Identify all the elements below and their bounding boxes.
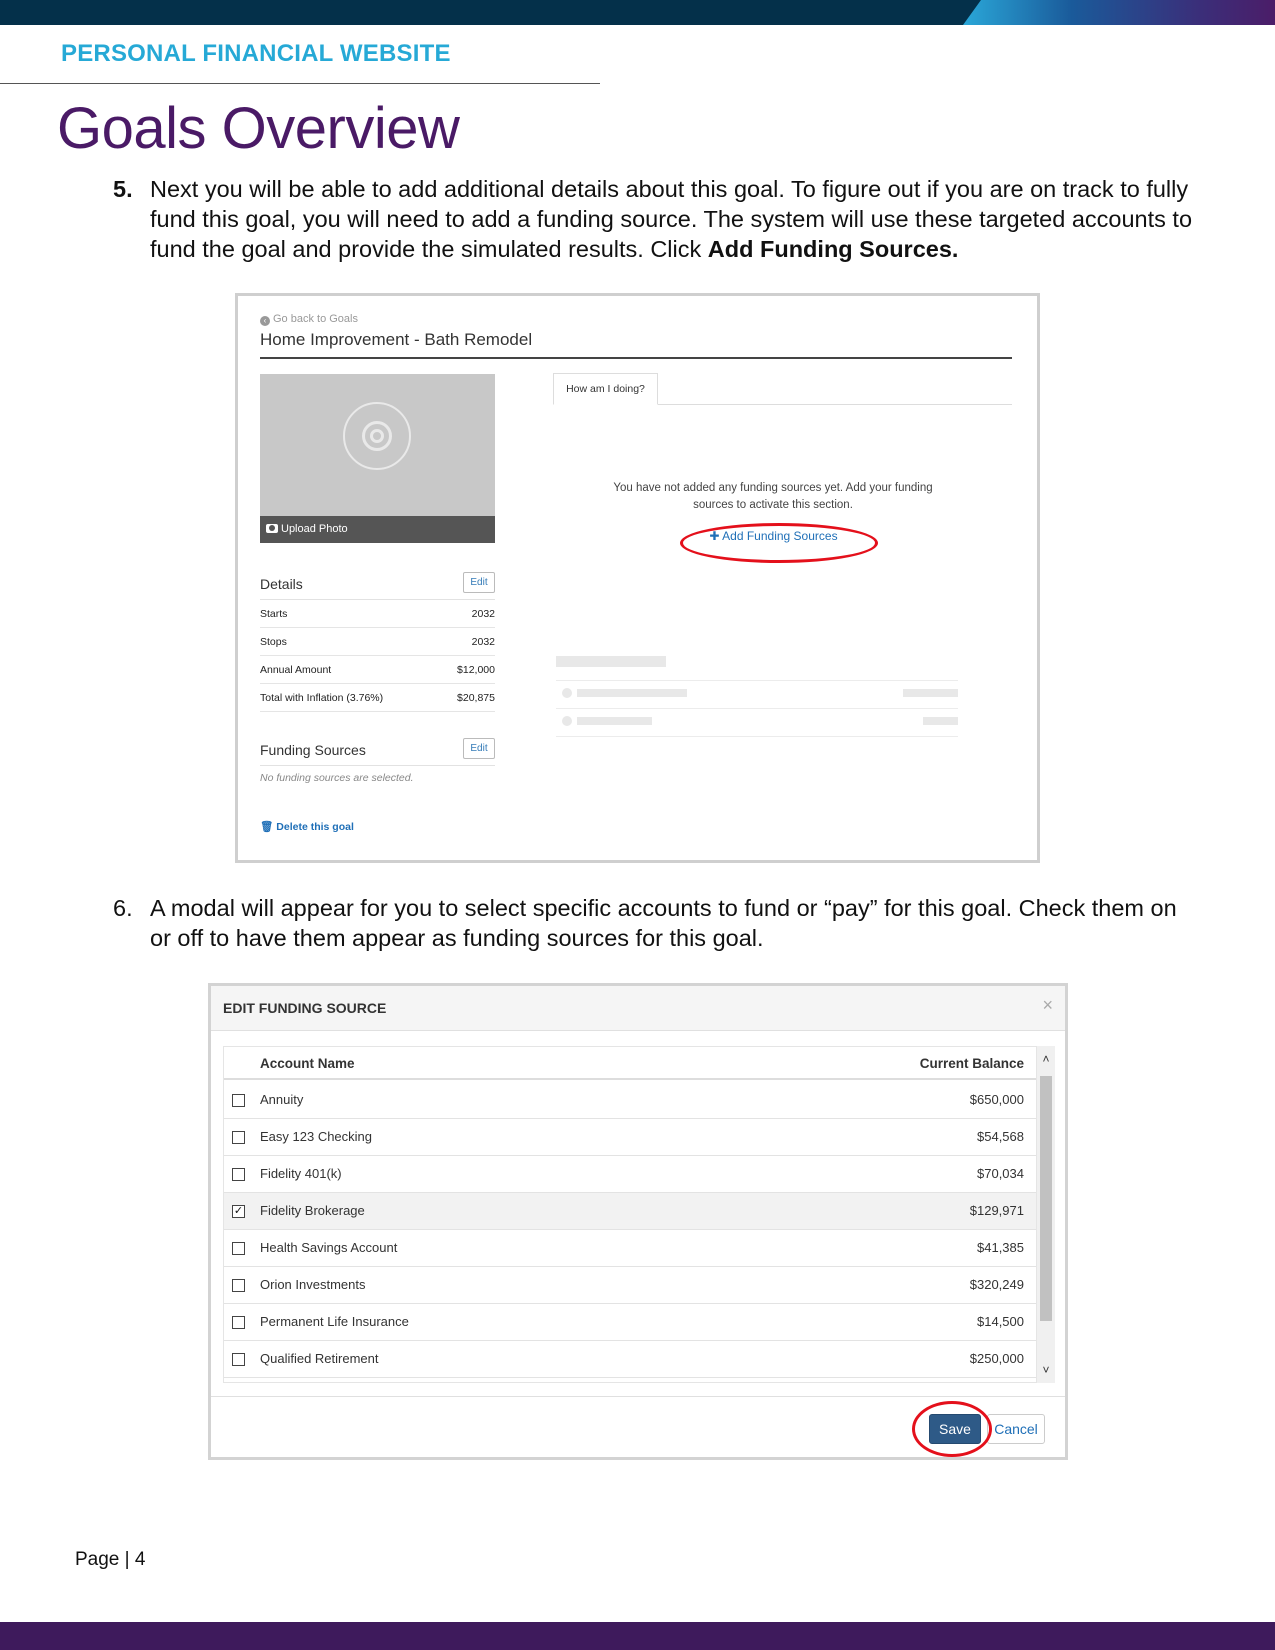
column-current-balance[interactable]: Current Balance <box>919 1056 1024 1071</box>
step-text: A modal will appear for you to select specific accounts to fund or “pay” for this goal. Check them on or off to have them appear as funding sources for this goal. <box>150 895 1177 951</box>
modal-footer-divider <box>211 1396 1065 1397</box>
chevron-down-icon[interactable]: ˅ <box>1042 1363 1050 1377</box>
table-scrollbar[interactable] <box>1037 1046 1055 1383</box>
modal-title: EDIT FUNDING SOURCE <box>223 1000 387 1016</box>
top-banner-accent <box>963 0 1275 25</box>
checkbox[interactable] <box>232 1094 245 1107</box>
title-rule <box>260 357 1012 359</box>
scrollbar-thumb[interactable] <box>1040 1076 1052 1321</box>
placeholder-divider <box>556 680 958 681</box>
chevron-up-icon[interactable]: ˄ <box>1042 1052 1050 1066</box>
column-account-name[interactable]: Account Name <box>260 1056 355 1071</box>
goal-detail-screenshot <box>235 293 1040 863</box>
bottom-banner <box>0 1622 1275 1650</box>
table-row[interactable]: ✓ Fidelity Brokerage $129,971 <box>224 1193 1036 1230</box>
detail-row: Annual Amount $12,000 <box>260 656 495 684</box>
checkbox[interactable] <box>232 1131 245 1144</box>
placeholder-bar <box>577 689 687 697</box>
detail-row: Stops 2032 <box>260 628 495 656</box>
checkbox[interactable] <box>232 1242 245 1255</box>
close-icon[interactable]: × <box>1042 995 1053 1015</box>
placeholder-dot <box>562 688 572 698</box>
details-header <box>260 570 495 600</box>
table-row[interactable]: Easy 123 Checking $54,568 <box>224 1119 1036 1156</box>
trash-icon: 🗑 <box>260 821 274 833</box>
cancel-button[interactable]: Cancel <box>987 1414 1045 1444</box>
table-header <box>224 1047 1036 1080</box>
edit-funding-source-modal <box>208 983 1068 1460</box>
delete-goal-link[interactable]: 🗑 Delete this goal <box>260 821 354 833</box>
detail-row: Total with Inflation (3.76%) $20,875 <box>260 684 495 712</box>
empty-state-message: You have not added any funding sources yet. Add your funding sources to activate this section. <box>613 482 933 511</box>
checkbox[interactable] <box>232 1353 245 1366</box>
accounts-table <box>223 1046 1037 1383</box>
edit-funding-button[interactable]: Edit <box>463 738 495 759</box>
tab-how-am-i-doing[interactable]: How am I doing? <box>553 373 658 405</box>
checkbox[interactable] <box>232 1279 245 1292</box>
table-row[interactable]: Annuity $650,000 <box>224 1082 1036 1119</box>
arrow-left-circle-icon: ‹ <box>260 316 270 326</box>
step-6 <box>113 893 1203 953</box>
page-number: Page | 4 <box>75 1549 146 1570</box>
camera-icon <box>266 524 278 533</box>
funding-sources-label: Funding Sources <box>260 742 366 758</box>
highlight-oval <box>912 1401 992 1457</box>
target-icon <box>343 402 411 470</box>
no-funding-message: No funding sources are selected. <box>260 772 414 784</box>
checkbox[interactable] <box>232 1316 245 1329</box>
step-number: 6. <box>113 895 133 921</box>
table-row[interactable]: Qualified Retirement $250,000 <box>224 1341 1036 1378</box>
checkbox[interactable] <box>232 1168 245 1181</box>
funding-sources-header <box>260 736 495 766</box>
page-heading: Goals Overview <box>57 96 460 161</box>
save-button[interactable]: Save <box>929 1414 981 1444</box>
step-bold-text: Add Funding Sources. <box>707 236 959 262</box>
detail-row: Starts 2032 <box>260 600 495 628</box>
table-row[interactable]: Permanent Life Insurance $14,500 <box>224 1304 1036 1341</box>
tab-underline <box>658 404 1012 405</box>
placeholder-bar <box>577 717 652 725</box>
back-to-goals-link[interactable]: ‹ Go back to Goals <box>260 313 358 326</box>
edit-details-button[interactable]: Edit <box>463 572 495 593</box>
details-label: Details <box>260 576 303 592</box>
site-title: PERSONAL FINANCIAL WEBSITE <box>61 40 451 67</box>
add-funding-sources-link[interactable]: ✚ Add Funding Sources <box>709 529 838 543</box>
title-divider <box>0 83 600 84</box>
goal-photo <box>260 374 495 543</box>
placeholder-bar <box>556 656 666 667</box>
goal-title: Home Improvement - Bath Remodel <box>260 330 533 349</box>
placeholder-bar <box>923 717 958 725</box>
table-row[interactable]: Health Savings Account $41,385 <box>224 1230 1036 1267</box>
placeholder-dot <box>562 716 572 726</box>
plus-icon: ✚ <box>709 529 720 543</box>
table-row[interactable]: Orion Investments $320,249 <box>224 1267 1036 1304</box>
placeholder-bar <box>903 689 958 697</box>
step-5 <box>113 174 1203 264</box>
checkbox[interactable]: ✓ <box>233 1205 244 1217</box>
table-row[interactable]: Fidelity 401(k) $70,034 <box>224 1156 1036 1193</box>
highlight-oval <box>680 523 878 563</box>
modal-header <box>211 986 1065 1031</box>
placeholder-divider <box>556 736 958 737</box>
step-text: Next you will be able to add additional details about this goal. To figure out if you are on track to fully fund this goal, you will need to add a funding source. The system will use these targeted accounts to fund the goal and provide the simulated results. Click Add Funding Sources. <box>150 176 1193 262</box>
step-number: 5. <box>113 176 133 202</box>
upload-photo-button[interactable]: Upload Photo <box>260 516 495 543</box>
placeholder-divider <box>556 708 958 709</box>
